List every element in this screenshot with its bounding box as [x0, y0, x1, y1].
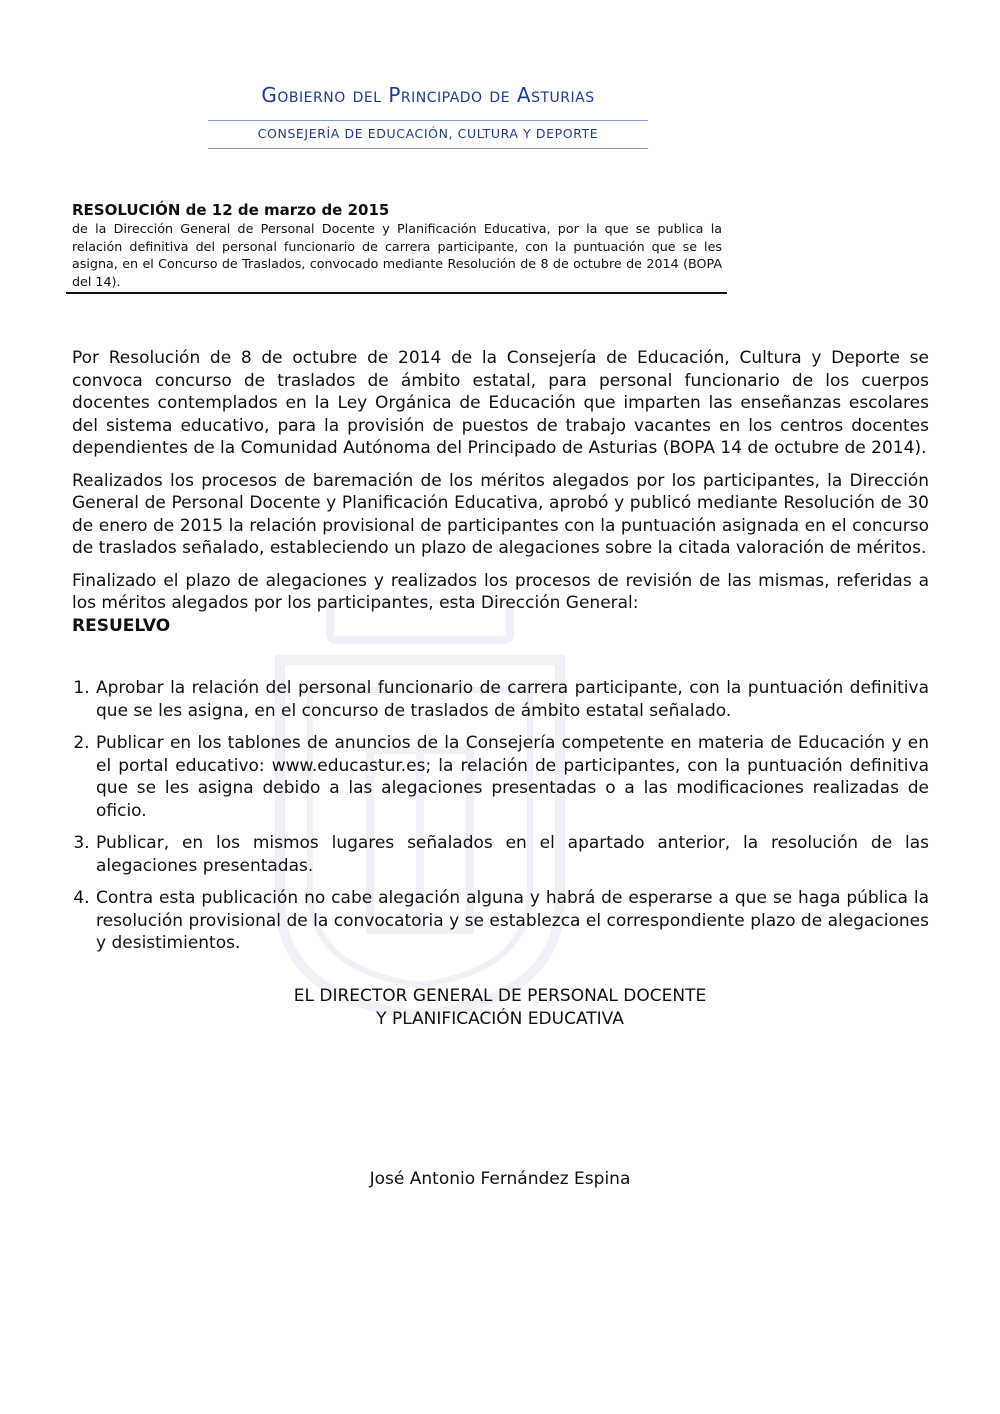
- resolution-items: [72, 677, 929, 955]
- resolution-item: 2. Publicar en los tablones de anuncios de la Consejería competente en materia de Educación y en el portal educativo: www.educastur.es; la relación de participantes, con la puntuación definitiva que se les asigna debido a las alegaciones presentadas o a las modificaciones realizadas de oficio.: [95, 732, 929, 822]
- letterhead-divider-top: [208, 120, 648, 121]
- resolution-item: 4. Contra esta publicación no cabe alegación alguna y habrá de esperarse a que se haga pública la resolución provisional de la convocatoria y se establezca el correspondiente plazo de alegaciones y desistimientos.: [95, 887, 929, 955]
- body-paragraph: Finalizado el plazo de alegaciones y realizados los procesos de revisión de las mismas, referidas a los méritos alegados por los participantes, esta Dirección General:: [72, 570, 929, 613]
- letterhead: [208, 82, 648, 149]
- letterhead-divider-bottom: [208, 148, 648, 149]
- government-title: Gobierno del Principado de Asturias: [261, 83, 595, 107]
- body-paragraph: Por Resolución de 8 de octubre de 2014 de la Consejería de Educación, Cultura y Deporte se convoca concurso de traslados de ámbito estatal, para personal funcionario de los cuerpos docentes contemplados en la Ley Orgánica de Educación que imparten las enseñanzas escolares del sistema educativo, para la provisión de puestos de trabajo vacantes en los centros docentes dependientes de la Comunidad Autónoma del Principado de Asturias (BOPA 14 de octubre de 2014).: [72, 348, 929, 458]
- resolution-title: RESOLUCIÓN de 12 de marzo de 2015: [72, 201, 390, 219]
- resolution-underline: [66, 292, 727, 294]
- signatory-title-line-2: Y PLANIFICACIÓN EDUCATIVA: [376, 1008, 624, 1029]
- resuelvo-heading: RESUELVO: [72, 615, 171, 636]
- document-body: [72, 347, 929, 965]
- signatory-name: José Antonio Fernández Espina: [369, 1169, 631, 1189]
- signature-block: [200, 985, 800, 1030]
- resolution-item: 1. Aprobar la relación del personal funcionario de carrera participante, con la puntuación definitiva que se les asigna, en el concurso de traslados de ámbito estatal señalado.: [95, 677, 929, 722]
- department-name: CONSEJERÍA DE EDUCACIÓN, CULTURA Y DEPORTE: [257, 126, 599, 141]
- body-paragraph: Realizados los procesos de baremación de los méritos alegados por los participantes, la Dirección General de Personal Docente y Planificación Educativa, aprobó y publicó mediante Resolución de 30 de enero de 2015 la relación provisional de participantes con la puntuación asignada en el concurso de traslados señalado, estableciendo un plazo de alegaciones sobre la citada valoración de méritos.: [72, 470, 929, 558]
- signatory-title-line-1: EL DIRECTOR GENERAL DE PERSONAL DOCENTE: [293, 986, 707, 1006]
- resolution-header: [72, 201, 722, 290]
- resolution-item: 3. Publicar, en los mismos lugares señalados en el apartado anterior, la resolución de las alegaciones presentadas.: [95, 832, 929, 877]
- resolution-summary: de la Dirección General de Personal Docente y Planificación Educativa, por la que se publica la relación definitiva del personal funcionario de carrera participante, con la puntuación que se les asigna, en el Concurso de Traslados, convocado mediante Resolución de 8 de octubre de 2014 (BOPA del 14).: [72, 221, 722, 289]
